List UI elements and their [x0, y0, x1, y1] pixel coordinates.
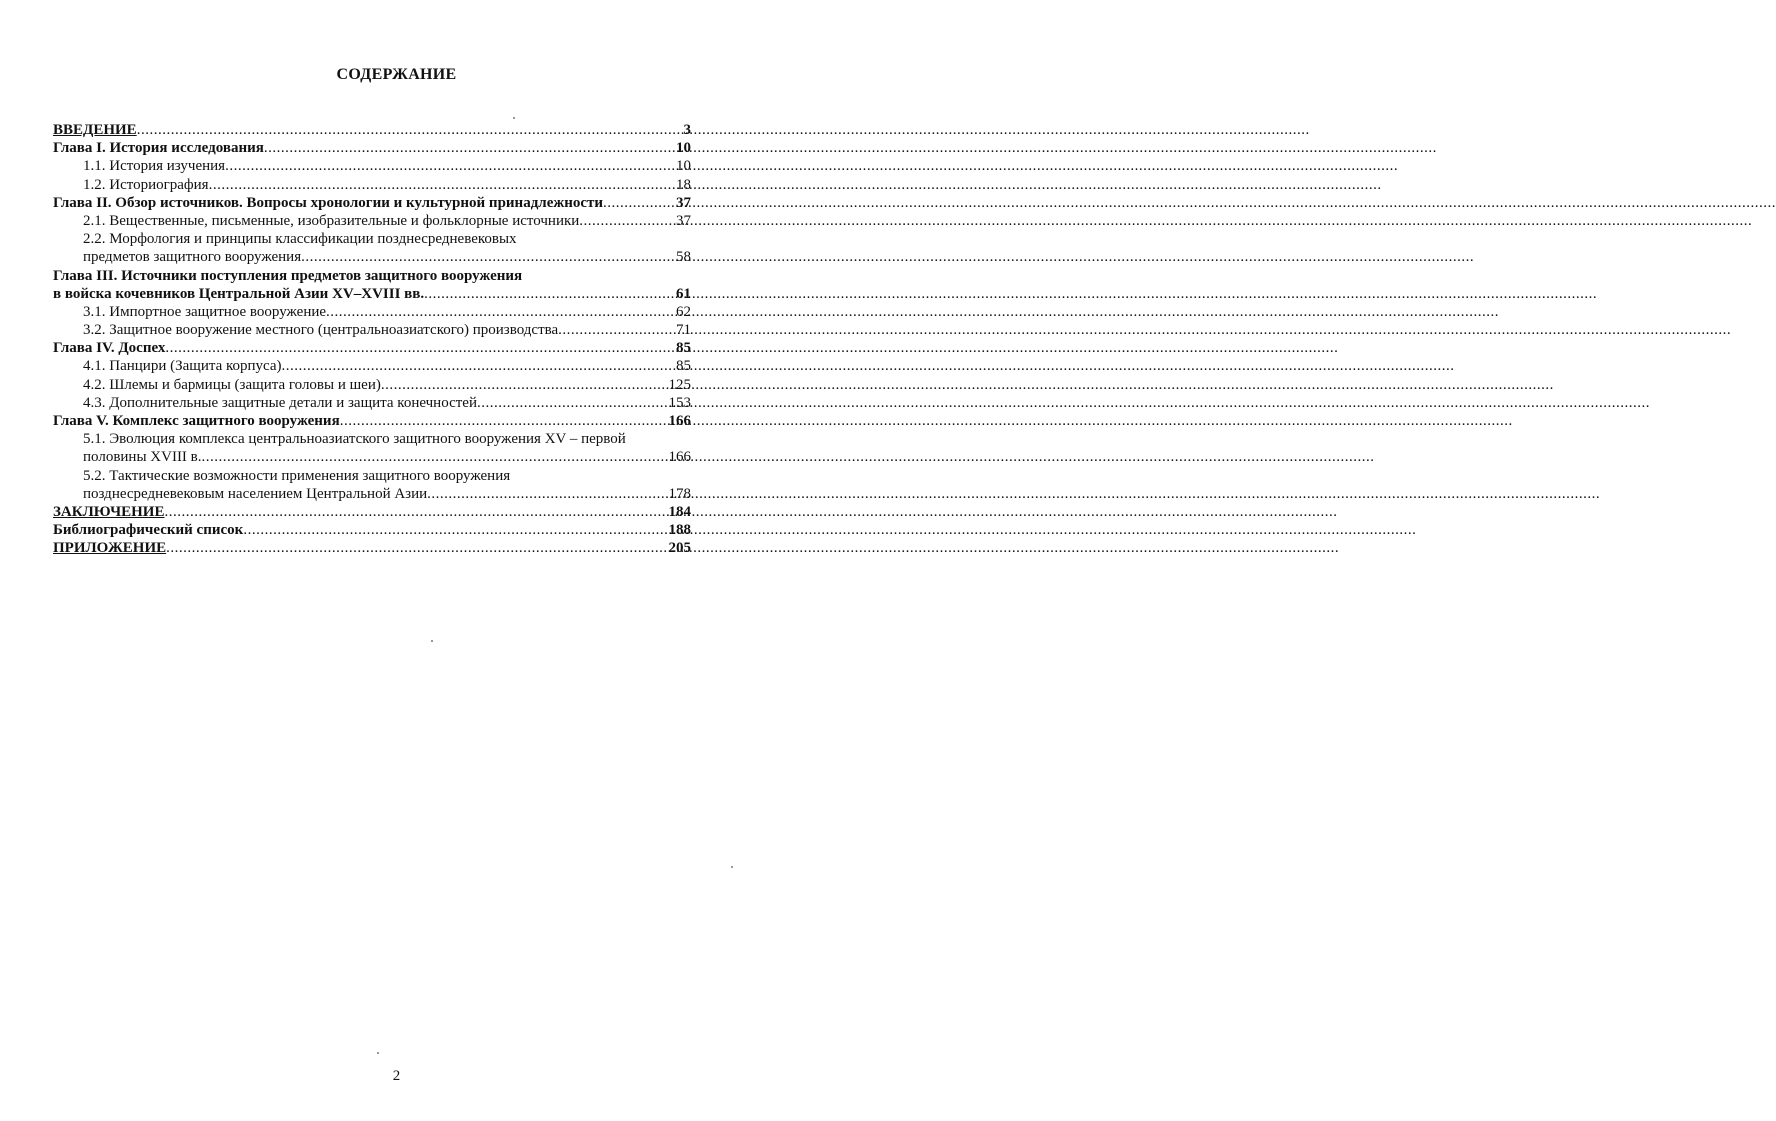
toc-entry-title: ВВЕДЕНИЕ — [53, 122, 137, 138]
toc-entry-page: 18 — [676, 176, 691, 193]
toc-entry — [53, 430, 691, 448]
toc-dot-leader — [209, 176, 676, 194]
toc-entry — [53, 467, 691, 485]
toc-entry-page: 178 — [668, 485, 691, 502]
toc-entry-title: 3.2. Защитное вооружение местного (центральноазиатского) производства — [83, 322, 559, 339]
toc-entry-title: предметов защитного вооружения — [83, 249, 302, 266]
toc-entry-title: Библиографический список — [53, 522, 244, 539]
toc-entry-title: 5.2. Тактические возможности применения защитного вооружения — [83, 467, 511, 484]
toc-entry-page: 166 — [668, 449, 691, 466]
toc-entry-title: 4.1. Панцири (Защита корпуса) — [83, 358, 282, 375]
toc-entry — [53, 357, 691, 375]
toc-dot-leader — [558, 321, 676, 339]
toc-entry-page: 58 — [676, 249, 691, 266]
toc-entry — [53, 139, 691, 157]
toc-entry — [53, 321, 691, 339]
toc-dot-leader — [165, 339, 676, 357]
toc-entry-page: 62 — [676, 303, 691, 320]
toc-entry-title: 1.1. История изучения — [83, 158, 226, 175]
toc-entry-title: Глава I. История исследования — [53, 140, 264, 157]
toc-entry-title: 1.2. Историография — [83, 176, 209, 193]
toc-entry-page: 85 — [676, 340, 691, 357]
toc-entry-page: 61 — [676, 285, 691, 302]
toc-entry-title: Глава II. Обзор источников. Вопросы хронологии и культурной принадлежности — [53, 194, 604, 211]
toc-dot-leader — [164, 503, 668, 521]
toc-entry-title: Глава III. Источники поступления предметов защитного вооружения — [53, 267, 523, 284]
page-title: СОДЕРЖАНИЕ — [336, 66, 457, 83]
toc-entry-page: 71 — [676, 322, 691, 339]
toc-dot-leader — [340, 412, 669, 430]
toc-entry-title: ЗАКЛЮЧЕНИЕ — [53, 503, 165, 520]
toc-entry — [53, 303, 691, 321]
toc-dot-leader — [326, 303, 676, 321]
toc-dot-leader — [264, 139, 676, 157]
toc-dot-leader — [301, 248, 676, 266]
toc-entry-title: ПРИЛОЖЕНИЕ — [53, 540, 167, 557]
toc-entry-page: 125 — [668, 376, 691, 393]
table-of-contents — [53, 121, 691, 558]
toc-entry-title: позднесредневековым населением Центральной Азии — [83, 485, 428, 502]
toc-entry-page: 10 — [676, 140, 691, 157]
toc-entry — [53, 176, 691, 194]
toc-entry — [53, 248, 691, 266]
toc-entry — [53, 539, 691, 557]
page-number: 2 — [392, 1068, 401, 1084]
toc-entry-page: 166 — [668, 413, 691, 429]
toc-entry-page: 10 — [676, 158, 691, 175]
toc-entry — [53, 376, 691, 394]
toc-entry — [53, 448, 691, 466]
toc-dot-leader — [477, 394, 669, 412]
scan-speck — [377, 1052, 379, 1054]
toc-entry-page: 85 — [676, 358, 691, 375]
toc-entry-title: 3.1. Импортное защитное вооружение — [83, 303, 327, 320]
toc-dot-leader — [381, 376, 669, 394]
toc-entry-page: 153 — [668, 394, 691, 411]
scan-speck — [731, 866, 733, 868]
toc-entry — [53, 267, 691, 285]
toc-entry-title: 4.2. Шлемы и бармицы (защита головы и шеи) — [83, 376, 381, 393]
toc-dot-leader — [202, 448, 669, 466]
toc-entry — [53, 485, 691, 503]
scan-speck — [513, 117, 515, 119]
toc-entry-title: 2.2. Морфология и принципы классификации позднесредневековых — [83, 231, 517, 248]
toc-entry — [53, 339, 691, 357]
toc-dot-leader — [137, 121, 684, 139]
toc-dot-leader — [579, 212, 676, 230]
toc-entry-title: 2.1. Вещественные, письменные, изобразительные и фольклорные источники — [83, 212, 580, 229]
toc-entry-page: 37 — [676, 212, 691, 229]
toc-entry — [53, 230, 691, 248]
toc-entry — [53, 157, 691, 175]
toc-entry — [53, 194, 691, 212]
toc-entry-page: 3 — [683, 122, 691, 138]
toc-entry — [53, 121, 691, 139]
toc-entry-title: 5.1. Эволюция комплекса центральноазиатского защитного вооружения XV – первой — [83, 431, 626, 448]
toc-dot-leader — [424, 285, 676, 303]
toc-dot-leader — [243, 521, 668, 539]
toc-entry-page: 188 — [668, 522, 691, 539]
toc-entry-page: 37 — [676, 194, 691, 211]
toc-dot-leader — [603, 194, 676, 212]
toc-entry — [53, 521, 691, 539]
toc-entry-title: половины XVIII в. — [83, 449, 202, 466]
toc-entry-title: Глава IV. Доспех — [53, 340, 166, 357]
toc-entry-title: в войска кочевников Центральной Азии XV–XVIII вв. — [53, 285, 425, 302]
toc-entry — [53, 394, 691, 412]
toc-entry-page: 205 — [668, 540, 691, 557]
toc-entry — [53, 212, 691, 230]
toc-dot-leader — [166, 539, 668, 557]
toc-entry — [53, 412, 691, 430]
toc-entry — [53, 503, 691, 521]
toc-dot-leader — [225, 157, 676, 175]
toc-entry-page: 184 — [668, 503, 691, 520]
toc-dot-leader — [427, 485, 668, 503]
scan-speck — [431, 640, 433, 642]
toc-dot-leader — [282, 357, 676, 375]
toc-entry-title: 4.3. Дополнительные защитные детали и защита конечностей — [83, 394, 477, 411]
toc-entry-title: Глава V. Комплекс защитного вооружения — [53, 413, 340, 429]
toc-entry — [53, 285, 691, 303]
